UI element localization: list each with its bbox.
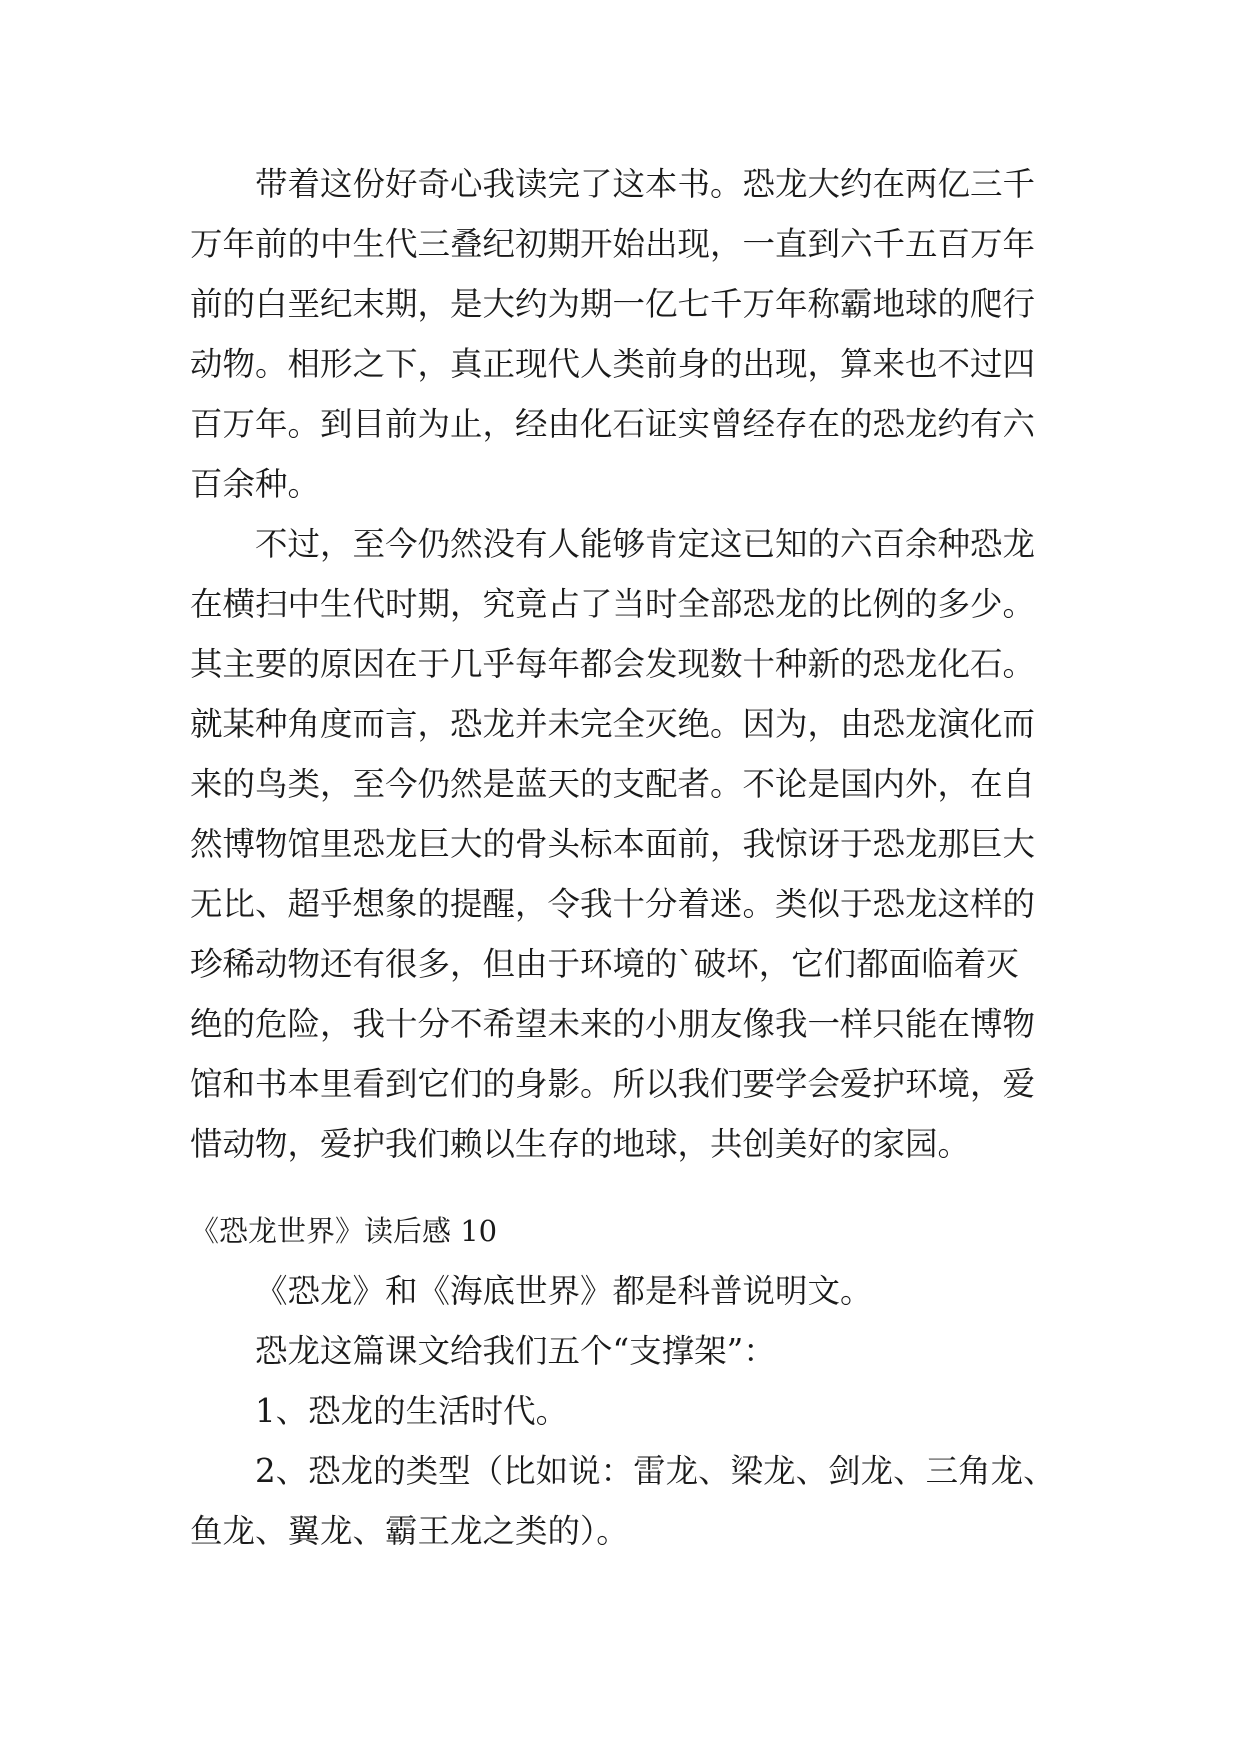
paragraph-line: 来的鸟类，至今仍然是蓝天的支配者。不论是国内外，在自 (190, 765, 1036, 803)
paragraph-line: 万年前的中生代三叠纪初期开始出现，一直到六千五百万年 (190, 225, 1036, 263)
paragraph-line: 百余种。 (190, 465, 321, 503)
paragraph-line: 动物。相形之下，真正现代人类前身的出现，算来也不过四 (190, 345, 1036, 383)
paragraph-line: 在横扫中生代时期，究竟占了当时全部恐龙的比例的多少。 (190, 585, 1036, 623)
paragraph-line: 馆和书本里看到它们的身影。所以我们要学会爱护环境，爱 (190, 1065, 1036, 1103)
paragraph-line: 不过，至今仍然没有人能够肯定这已知的六百余种恐龙 (255, 525, 1036, 563)
paragraph-line: 就某种角度而言，恐龙并未完全灭绝。因为，由恐龙演化而 (190, 705, 1036, 743)
section-body (190, 1261, 1070, 1561)
paragraph-line: 百万年。到目前为止，经由化石证实曾经存在的恐龙约有六 (190, 405, 1036, 443)
paragraph-line: 带着这份好奇心我读完了这本书。恐龙大约在两亿三千 (255, 165, 1036, 203)
paragraph-line: 前的白垩纪末期，是大约为期一亿七千万年称霸地球的爬行 (190, 285, 1036, 323)
paragraph-line: 恐龙这篇课文给我们五个“支撑架”： (255, 1332, 776, 1370)
paragraph-2 (190, 514, 1070, 1174)
paragraph-line: 绝的危险，我十分不希望未来的小朋友像我一样只能在博物 (190, 1005, 1036, 1043)
paragraph-line: 然博物馆里恐龙巨大的骨头标本面前，我惊讶于恐龙那巨大 (190, 825, 1036, 863)
paragraph-line: 珍稀动物还有很多，但由于环境的`破坏，它们都面临着灭 (190, 945, 1019, 983)
paragraph-line: 其主要的原因在于几乎每年都会发现数十种新的恐龙化石。 (190, 645, 1036, 683)
list-item: 2、恐龙的类型（比如说：雷龙、梁龙、剑龙、三角龙、 (255, 1452, 1056, 1490)
section-title: 《恐龙世界》读后感 10 (190, 1214, 498, 1248)
list-item-continuation: 鱼龙、翼龙、霸王龙之类的）。 (190, 1512, 629, 1550)
paragraph-line: 惜动物，爱护我们赖以生存的地球，共创美好的家园。 (190, 1125, 971, 1163)
paragraph-line: 无比、超乎想象的提醒，令我十分着迷。类似于恐龙这样的 (190, 885, 1036, 923)
paragraph-line: 《恐龙》和《海底世界》都是科普说明文。 (255, 1272, 873, 1310)
paragraph-1 (190, 154, 1070, 514)
list-item: 1、恐龙的生活时代。 (255, 1392, 569, 1430)
